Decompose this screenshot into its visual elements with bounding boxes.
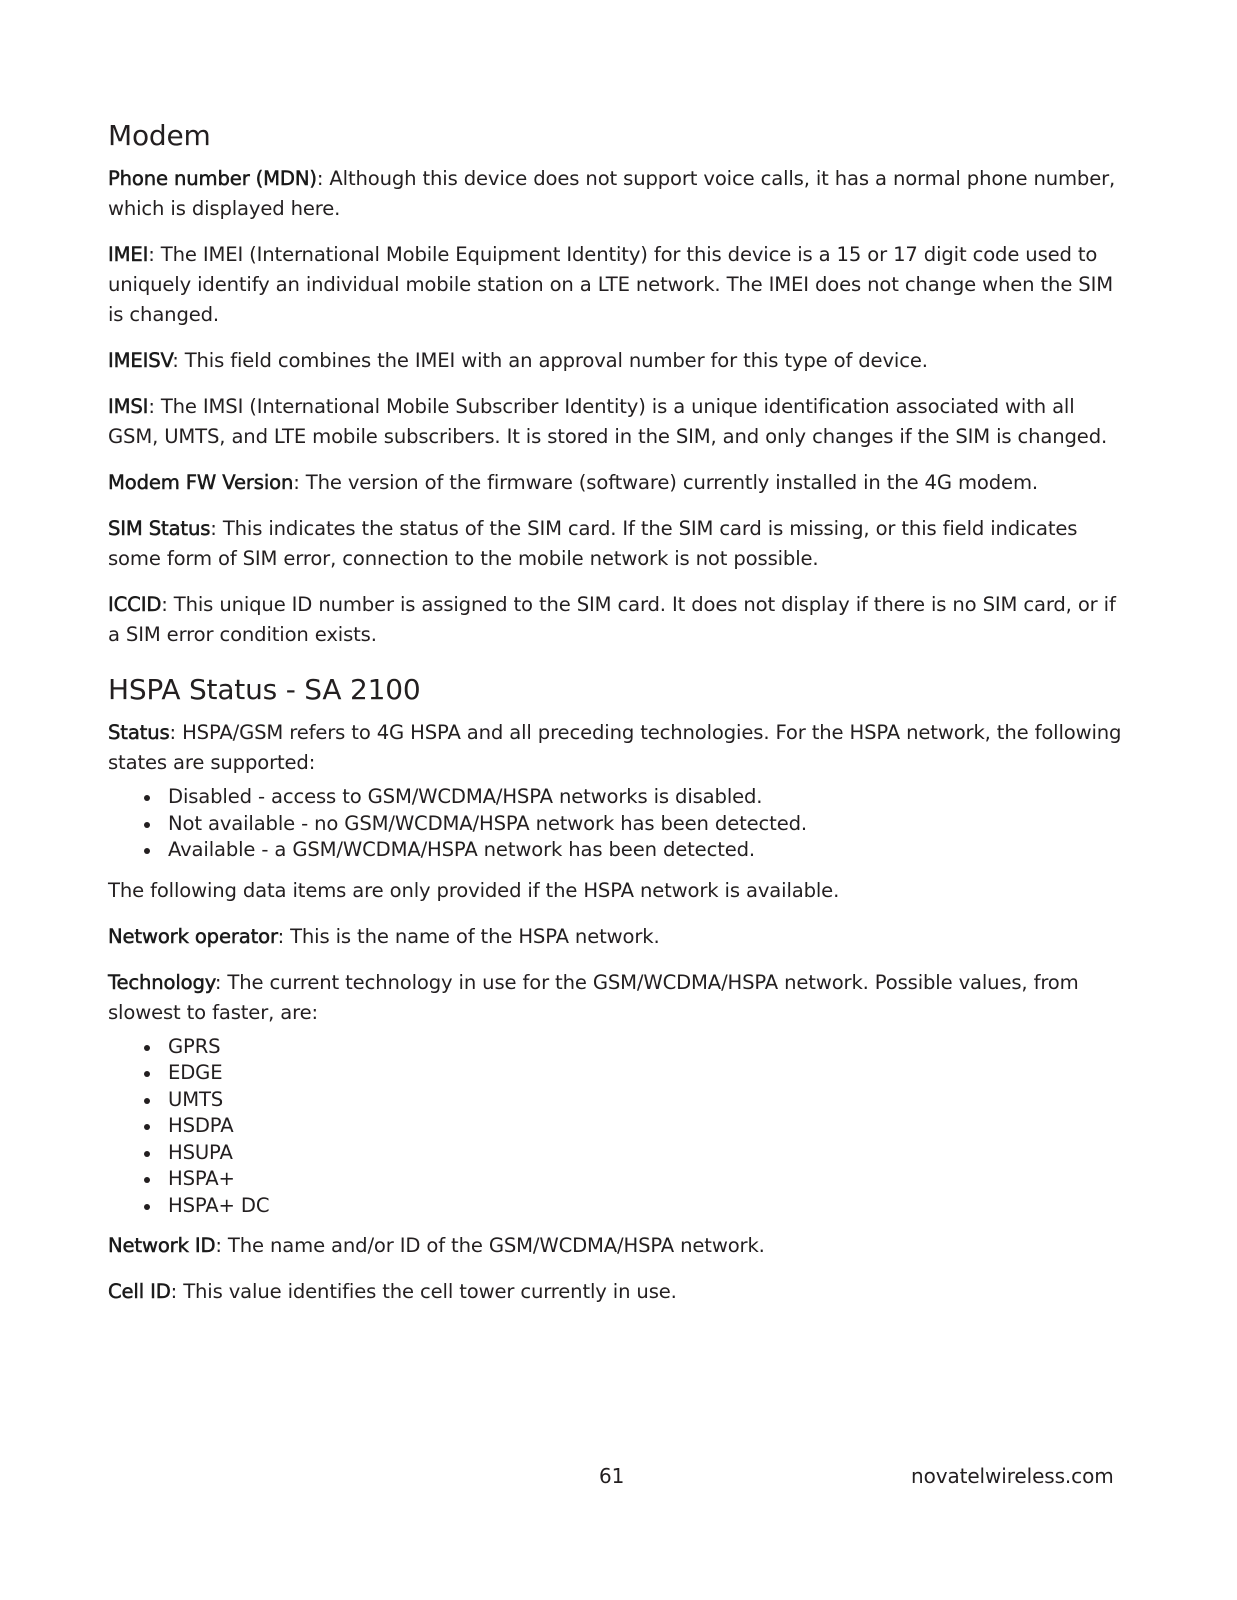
term-description: : This field combines the IMEI with an approval number for this type of device. (172, 349, 928, 372)
term-label: Modem FW Version (108, 471, 294, 494)
definition-phone-number (108, 164, 1128, 224)
term-description: : This is the name of the HSPA network. (277, 924, 660, 948)
list-item: HSPA+ DC (144, 1193, 1128, 1220)
modem-heading: Modem (108, 119, 211, 152)
definition-cell-id (108, 1277, 1128, 1307)
term-description: : The version of the firmware (software) currently installed in the 4G modem. (293, 471, 1038, 494)
term-label: ICCID (108, 593, 162, 616)
definition-network-id (108, 1231, 1128, 1261)
term-label: Technology (108, 970, 215, 994)
page-number: 61 (599, 1464, 625, 1488)
term-description: : The IMEI (International Mobile Equipment Identity) for this device is a 15 or 17 digit code used to uniquely identify an individual mobile station on a LTE network. The IMEI does not change when the SIM is changed. (108, 243, 1113, 326)
page-content (108, 118, 1128, 1323)
term-label: Status (108, 721, 170, 744)
status-states-list (108, 784, 1128, 864)
term-description: : This value identifies the cell tower currently in use. (170, 1280, 677, 1303)
list-item: Available - a GSM/WCDMA/HSPA network has been detected. (144, 837, 1128, 864)
definition-technology (108, 968, 1128, 1028)
footer-website: novatelwireless.com (911, 1464, 1114, 1488)
definition-modem-fw-version (108, 468, 1128, 498)
list-item: HSUPA (144, 1140, 1128, 1167)
definition-status (108, 718, 1128, 778)
term-label: IMEI (108, 243, 149, 266)
term-label: IMSI (108, 395, 149, 418)
list-item: Not available - no GSM/WCDMA/HSPA network has been detected. (144, 811, 1128, 838)
term-label: Cell ID (108, 1280, 171, 1303)
term-label: SIM Status (108, 517, 211, 540)
definition-imei (108, 240, 1128, 330)
technology-values-list (108, 1034, 1128, 1220)
term-label: Phone number (MDN) (108, 167, 317, 190)
list-item: Disabled - access to GSM/WCDMA/HSPA networks is disabled. (144, 784, 1128, 811)
definition-imeisv (108, 346, 1128, 376)
definition-sim-status (108, 514, 1128, 574)
term-label: Network operator (108, 924, 278, 948)
term-description: : This indicates the status of the SIM card. If the SIM card is missing, or this field indicates some form of SIM error, connection to the mobile network is not possible. (108, 517, 1078, 570)
term-description: : The current technology in use for the GSM/WCDMA/HSPA network. Possible values, from slowest to faster, are: (108, 970, 1079, 1024)
term-description: : This unique ID number is assigned to the SIM card. It does not display if there is no SIM card, or if a SIM error condition exists. (108, 593, 1116, 646)
list-item: EDGE (144, 1060, 1128, 1087)
term-description: : Although this device does not support voice calls, it has a normal phone number, which is displayed here. (108, 167, 1116, 220)
term-description: : HSPA/GSM refers to 4G HSPA and all preceding technologies. For the HSPA network, the following states are supported: (108, 721, 1122, 774)
term-description: : The IMSI (International Mobile Subscriber Identity) is a unique identification associated with all GSM, UMTS, and LTE mobile subscribers. It is stored in the SIM, and only changes if the SIM is changed. (108, 395, 1108, 448)
term-label: Network ID (108, 1234, 216, 1257)
definition-imsi (108, 392, 1128, 452)
list-item: GPRS (144, 1034, 1128, 1061)
term-label: IMEISV (108, 349, 173, 372)
hspa-heading: HSPA Status - SA 2100 (108, 673, 421, 706)
availability-note: The following data items are only provided if the HSPA network is available. (108, 878, 840, 902)
term-description: : The name and/or ID of the GSM/WCDMA/HSPA network. (215, 1234, 765, 1257)
definition-iccid (108, 590, 1128, 650)
list-item: HSDPA (144, 1113, 1128, 1140)
list-item: UMTS (144, 1087, 1128, 1114)
list-item: HSPA+ (144, 1166, 1128, 1193)
definition-network-operator (108, 922, 1128, 952)
